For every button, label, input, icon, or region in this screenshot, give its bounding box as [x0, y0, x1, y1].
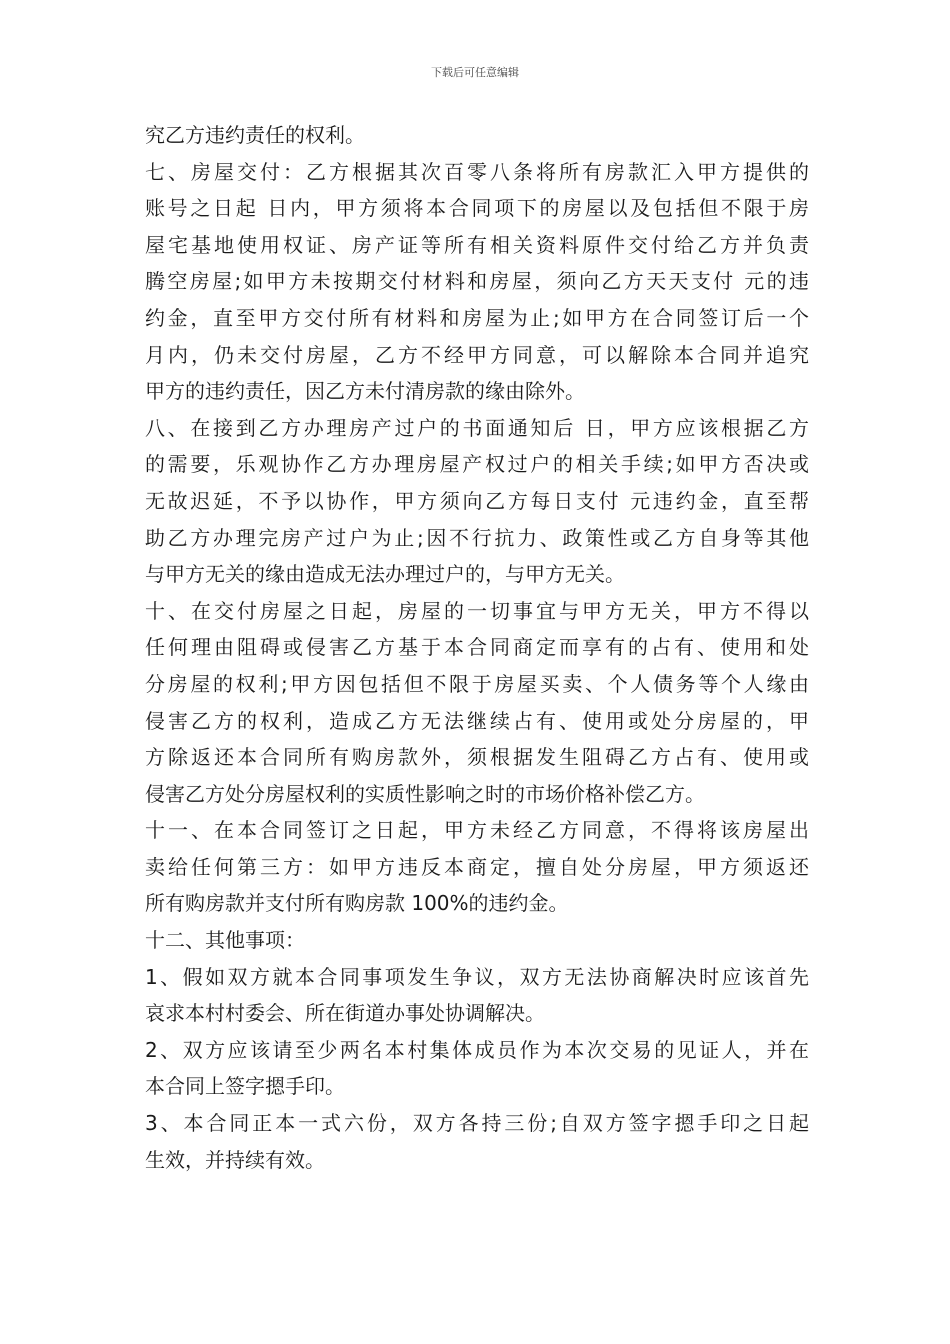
text-line: 腾空房屋;如甲方未按期交付材料和房屋，须向乙方天天支付 元的违 — [145, 269, 809, 294]
text-line: 约金，直至甲方交付所有材料和房屋为止;如甲方在合同签订后一个 — [145, 305, 809, 330]
text-line: 生效，并持续有效。 — [145, 1147, 325, 1172]
text-line: 八、在接到乙方办理房产过户的书面通知后 日，甲方应该根据乙方 — [145, 415, 809, 440]
text-line: 卖给任何第三方：如甲方违反本商定，擅自处分房屋，甲方须返还 — [145, 854, 809, 879]
text-line: 甲方的违约责任，因乙方未付清房款的缘由除外。 — [145, 379, 585, 404]
text-line: 1、假如双方就本合同事项发生争议，双方无法协商解决时应该首先 — [145, 964, 809, 989]
text-line: 月内，仍未交付房屋，乙方不经甲方同意，可以解除本合同并追究 — [145, 342, 809, 367]
text-line: 与甲方无关的缘由造成无法办理过户的，与甲方无关。 — [145, 562, 625, 587]
text-line: 究乙方违约责任的权利。 — [145, 123, 365, 147]
text-line: 十二、其他事项： — [145, 928, 305, 953]
text-line: 无故迟延，不予以协作，甲方须向乙方每日支付 元违约金，直至帮 — [145, 488, 809, 513]
text-line: 账号之日起 日内，甲方须将本合同项下的房屋以及包括但不限于房 — [145, 196, 809, 221]
text-line: 十、在交付房屋之日起，房屋的一切事宜与甲方无关，甲方不得以 — [145, 598, 809, 623]
text-line: 的需要，乐观协作乙方办理房屋产权过户的相关手续;如甲方否决或 — [145, 452, 809, 477]
text-line: 七、房屋交付：乙方根据其次百零八条将所有房款汇入甲方提供的 — [145, 159, 809, 184]
text-line: 哀求本村村委会、所在街道办事处协调解决。 — [145, 1001, 545, 1026]
text-line: 方除返还本合同所有购房款外，须根据发生阻碍乙方占有、使用或 — [145, 745, 809, 770]
text-line: 十一、在本合同签订之日起，甲方未经乙方同意，不得将该房屋出 — [145, 818, 809, 843]
text-line: 任何理由阻碍或侵害乙方基于本合同商定而享有的占有、使用和处 — [145, 635, 809, 660]
text-line: 所有购房款并支付所有购房款 100%的违约金。 — [145, 891, 569, 916]
text-line: 助乙方办理完房产过户为止;因不行抗力、政策性或乙方自身等其他 — [145, 525, 809, 550]
page-header: 下载后可任意编辑 — [431, 66, 519, 79]
text-line: 3、本合同正本一式六份，双方各持三份;自双方签字摁手印之日起 — [145, 1111, 809, 1136]
document-body — [145, 117, 809, 1178]
text-line: 本合同上签字摁手印。 — [145, 1074, 345, 1099]
text-line: 分房屋的权利;甲方因包括但不限于房屋买卖、个人债务等个人缘由 — [145, 671, 809, 696]
text-line: 2、双方应该请至少两名本村集体成员作为本次交易的见证人，并在 — [145, 1037, 809, 1062]
text-line: 侵害乙方的权利，造成乙方无法继续占有、使用或处分房屋的，甲 — [145, 708, 809, 733]
text-line: 侵害乙方处分房屋权利的实质性影响之时的市场价格补偿乙方。 — [145, 781, 705, 806]
text-line: 屋宅基地使用权证、房产证等所有相关资料原件交付给乙方并负责 — [145, 232, 809, 257]
